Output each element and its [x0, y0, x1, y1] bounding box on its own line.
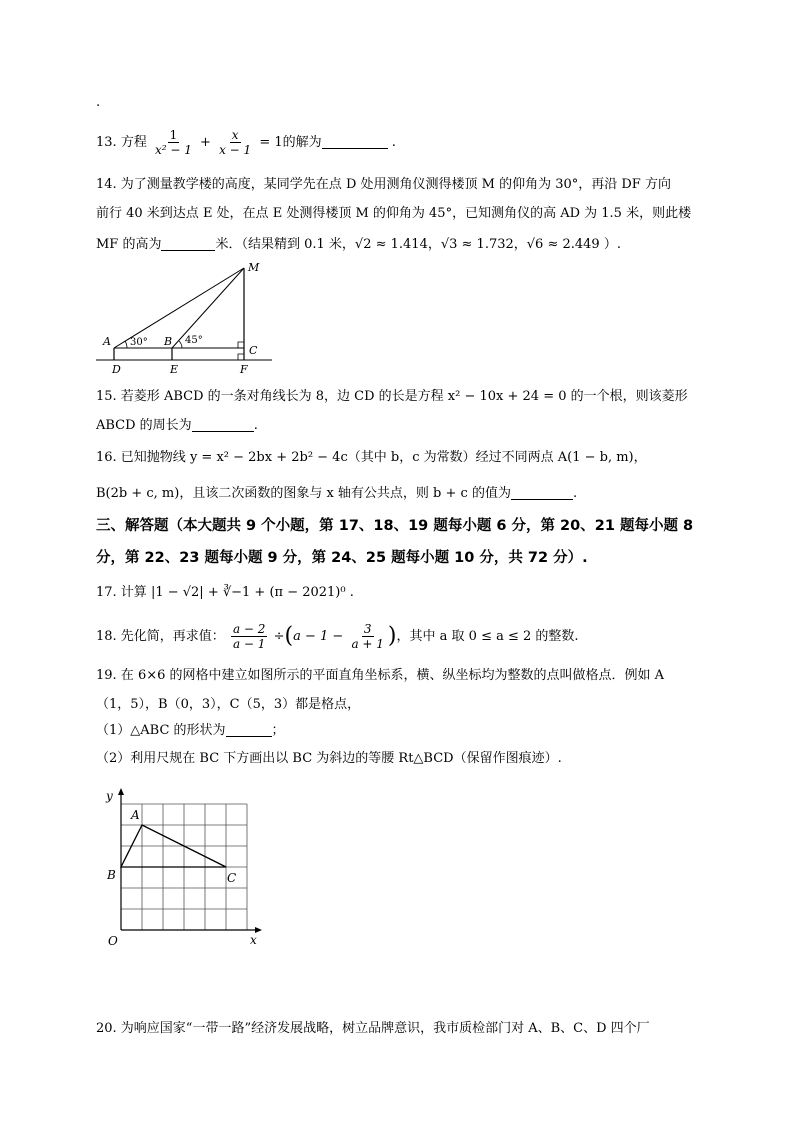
answer-blank[interactable] — [226, 722, 272, 737]
label-F: F — [240, 363, 248, 376]
answer-blank[interactable] — [322, 134, 388, 149]
label-O: O — [108, 934, 118, 948]
q13-prefix: 方程 — [120, 135, 147, 150]
sight-line-b — [172, 268, 244, 348]
angle-arc-45 — [179, 341, 182, 348]
label-A: A — [131, 808, 140, 822]
q15-line-2: ABCD 的周长为 . — [96, 418, 258, 433]
q15-line-1: 15. 若菱形 ABCD 的一条对角线长为 8，边 CD 的长是方程 x² − 10x + 24 = 0 的一个根，则该菱形 — [96, 389, 688, 404]
label-C: C — [227, 871, 237, 885]
q20-line-1: 20. 为响应国家“一带一路”经济发展战略，树立品牌意识，我市质检部门对 A、B、C、D 四个厂 — [96, 1021, 650, 1036]
q19-line-4: （2）利用尺规在 BC 下方画出以 BC 为斜边的等腰 Rt△BCD（保留作图痕迹）. — [96, 751, 562, 766]
q13-fraction-2: $\frac{x}{x - 1}$ — [219, 128, 252, 157]
section-3-heading-line-2: 分，第 22、23 题每小题 9 分，第 24、25 题每小题 10 分，共 72 分）. — [96, 550, 588, 566]
q14-line-3: MF 的高为 米．（结果精到 0.1 米，√2 ≈ 1.414，√3 ≈ 1.732，√6 ≈ 2.449 ）. — [96, 237, 621, 252]
q19-line-3: （1）△ABC 的形状为 ； — [96, 723, 285, 738]
sight-line-a — [114, 268, 244, 348]
q19-line-2: （1，5），B（0，3），C（5，3）都是格点， — [96, 697, 361, 712]
top-dot: . — [96, 95, 101, 110]
angle-45: 45° — [185, 335, 203, 346]
question-18: 18. 先化简，再求值： $\frac{a - 2}{a - 1}$ ÷(a − 1 − $\frac{3}{a + 1}$ )，其中 a 取 0 ≤ a ≤ 2 的整数. — [96, 622, 579, 651]
question-13: 13. 方程 $\frac{1}{\text{x² − 1}}$ + $\frac{x}{x - 1}$ = 1的解为 . — [96, 128, 396, 157]
answer-blank[interactable] — [161, 236, 215, 251]
q16-line-2: B(2b + c, m)，且该二次函数的图象与 x 轴有公共点，则 b + c 的值为 . — [96, 486, 578, 501]
q18-fraction-2: $\frac{3}{a + 1}$ — [351, 622, 384, 651]
q16-line-1: 16. 已知抛物线 y = x² − 2bx + 2b² − 4c（其中 b，c 为常数）经过不同两点 A(1 − b, m)， — [96, 450, 647, 465]
right-angle-f — [238, 354, 244, 360]
q14-figure — [94, 256, 274, 376]
question-17: 17. 计算 |1 − √2| + ∛−1 + (π − 2021)⁰ . — [96, 585, 354, 600]
answer-blank[interactable] — [511, 485, 573, 500]
q13-number: 13. — [96, 135, 117, 150]
right-angle-c — [238, 342, 244, 348]
label-B: B — [107, 868, 116, 882]
q14-line-1: 14. 为了测量教学楼的高度，某同学先在点 D 处用测角仪测得楼顶 M 的仰角为 30°，再沿 DF 方向 — [96, 177, 671, 192]
label-D: D — [112, 363, 121, 376]
angle-arc-30 — [125, 341, 127, 348]
label-A: A — [103, 335, 111, 348]
label-B: B — [164, 335, 173, 348]
y-axis-arrow — [118, 788, 124, 795]
answer-blank[interactable] — [192, 417, 254, 432]
q13-fraction-1: $\frac{1}{\text{x² − 1}}$ — [154, 128, 192, 157]
section-3-heading-line-1: 三、解答题（本大题共 9 个小题，第 17、18、19 题每小题 6 分，第 20、21 题每小题 8 — [96, 518, 694, 534]
label-E: E — [170, 363, 179, 376]
q19-line-1: 19. 在 6×6 的网格中建立如图所示的平面直角坐标系，横、纵坐标均为整数的点叫做格点．例如 A — [96, 668, 665, 683]
q13-equation-tail: = 1的解为 — [259, 135, 322, 150]
label-x: x — [250, 933, 257, 947]
label-y: y — [106, 789, 113, 803]
q18-fraction-1: $\frac{a - 2}{a - 1}$ — [232, 622, 266, 651]
q19-grid-figure — [100, 784, 270, 954]
q14-line-2: 前行 40 米到达点 E 处，在点 E 处测得楼顶 M 的仰角为 45°，已知测角仪的高 AD 为 1.5 米，则此楼 — [96, 206, 692, 221]
label-M: M — [248, 261, 260, 274]
angle-30: 30° — [130, 337, 148, 348]
label-C: C — [249, 344, 258, 357]
